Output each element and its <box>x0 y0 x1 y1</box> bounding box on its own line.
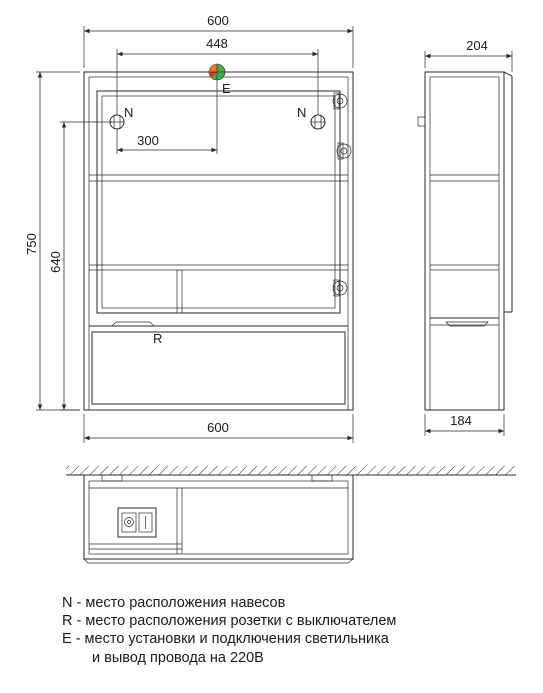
legend-light: E - место установки и подключения светильника <box>62 631 389 648</box>
side-outline <box>425 72 504 410</box>
light-connection-icon <box>209 64 225 80</box>
legend-socket: R - место расположения розетки с выключателем <box>62 613 397 630</box>
hanger-marker-left: N <box>124 105 134 120</box>
top-view <box>66 466 516 563</box>
dim-side-depth-top <box>425 38 512 72</box>
bottom-drawer <box>92 332 345 404</box>
dim-inner-height <box>48 122 112 410</box>
dim-total-height <box>24 72 80 410</box>
dim-label: 600 <box>207 420 229 435</box>
dim-label: 600 <box>207 13 229 28</box>
dim-label: 448 <box>206 36 228 51</box>
side-view <box>418 72 512 410</box>
hanger-mount-icon <box>311 115 325 129</box>
mirror-door-inner <box>102 96 335 308</box>
socket-switch-icon <box>118 508 156 537</box>
legend <box>62 594 396 667</box>
dim-label: 750 <box>24 233 39 255</box>
hinge-icon <box>337 143 351 159</box>
cabinet-inner-outline <box>89 77 348 410</box>
hanger-marker-right: N <box>297 105 307 120</box>
hanger-side-icon <box>418 117 425 126</box>
legend-light-wire: и вывод провода на 220В <box>92 649 264 666</box>
dim-label: 184 <box>450 413 472 428</box>
mirror-door <box>97 91 340 313</box>
dim-side-depth-bottom <box>425 413 504 436</box>
dim-label: 640 <box>48 251 63 273</box>
dim-front-width-bottom <box>84 414 353 443</box>
top-outline <box>84 475 353 559</box>
legend-hanger: N - место расположения навесов <box>62 595 286 611</box>
door-edge <box>504 72 512 76</box>
hanger-mount-icon <box>110 115 124 129</box>
drawer-handle-side <box>446 322 488 326</box>
drawer-handle <box>112 322 154 326</box>
wall-hatch <box>66 466 516 475</box>
dim-label: 204 <box>466 38 488 53</box>
socket-marker: R <box>153 331 163 346</box>
dim-label: 300 <box>137 133 159 148</box>
light-marker: E <box>222 81 231 96</box>
